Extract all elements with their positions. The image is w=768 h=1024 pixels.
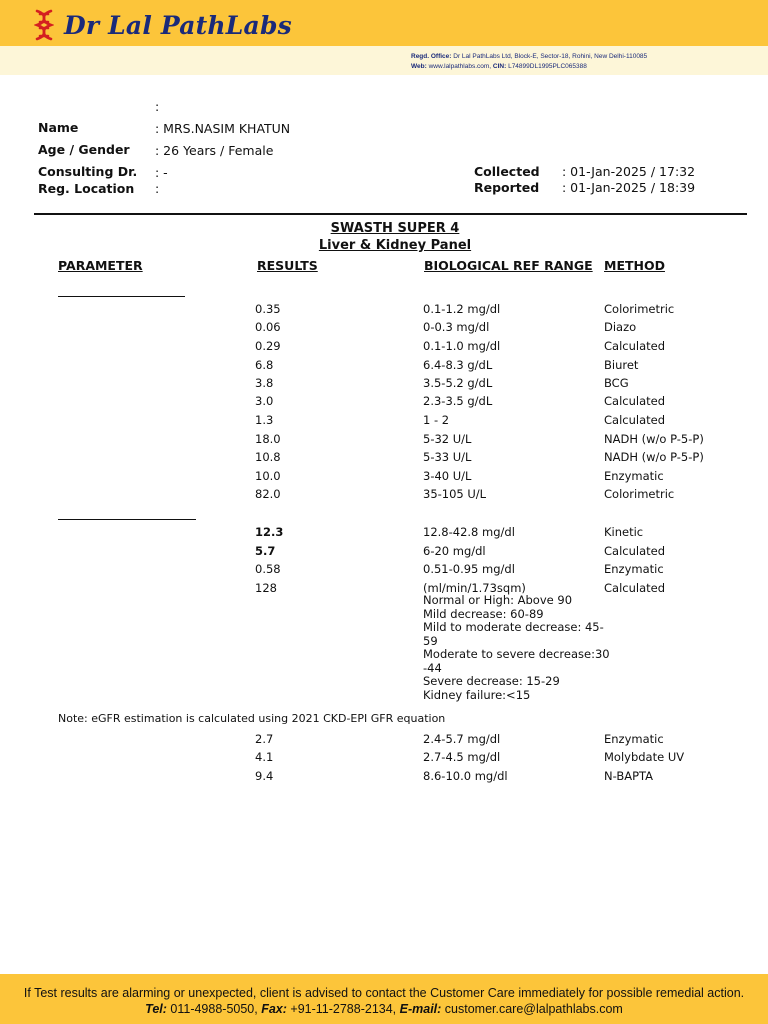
table-row (0, 542, 768, 560)
ref-range: 2.4-5.7 mg/dl (423, 732, 501, 746)
result-value: 18.0 (255, 432, 281, 446)
brand-logo (34, 9, 292, 41)
col-parameter: PARAMETER (58, 258, 143, 273)
method: Enzymatic (604, 469, 664, 483)
ref-range: 0-0.3 mg/dl (423, 320, 490, 334)
table-row (0, 730, 768, 748)
method: Enzymatic (604, 562, 664, 576)
age-gender-value: : 26 Years / Female (155, 143, 274, 158)
ref-range: 12.8-42.8 mg/dl (423, 525, 515, 539)
method: Calculated (604, 544, 666, 558)
ref-range: 8.6-10.0 mg/dl (423, 769, 508, 783)
table-row (0, 579, 768, 597)
email-value: customer.care@lalpathlabs.com (441, 1002, 623, 1016)
ref-range: 3.5-5.2 g/dL (423, 376, 493, 390)
dna-logo-icon (34, 9, 54, 41)
header-divider (34, 213, 747, 215)
ref-range: 6-20 mg/dl (423, 544, 486, 558)
egfr-ref-ranges: Normal or High: Above 90 Mild decrease: 60-89 Mild to moderate decrease: 45- 59 Moderate to severe decrease:30 -44 Severe decrease: 15-29 Kidney failure:<15 (423, 593, 610, 702)
kidney-section-underline (58, 519, 196, 520)
table-row (0, 411, 768, 429)
result-value: 82.0 (255, 487, 281, 501)
table-row (0, 318, 768, 336)
table-row (0, 485, 768, 503)
method: Colorimetric (604, 487, 675, 501)
reported-label: Reported (474, 180, 540, 195)
result-value: 3.0 (255, 394, 274, 408)
ref-range: 0.51-0.95 mg/dl (423, 562, 515, 576)
address-band (0, 46, 768, 75)
method: NADH (w/o P-5-P) (604, 432, 704, 446)
result-value: 3.8 (255, 376, 274, 390)
method: Calculated (604, 339, 666, 353)
ref-range: 0.1-1.2 mg/dl (423, 302, 501, 316)
col-ref-range: BIOLOGICAL REF RANGE (424, 258, 593, 273)
reported-value: : 01-Jan-2025 / 18:39 (562, 180, 696, 195)
regd-office-label: Regd. Office: (411, 53, 452, 60)
ref-range: 6.4-8.3 g/dL (423, 358, 493, 372)
method: Diazo (604, 320, 637, 334)
collected-value: : 01-Jan-2025 / 17:32 (562, 164, 696, 179)
result-value: 6.8 (255, 358, 274, 372)
result-value: 1.3 (255, 413, 274, 427)
egfr-note: Note: eGFR estimation is calculated using 2021 CKD-EPI GFR equation (58, 712, 446, 725)
registered-office (411, 52, 647, 72)
method: Molybdate UV (604, 750, 685, 764)
table-row (0, 448, 768, 466)
report-title (0, 221, 768, 236)
method: BCG (604, 376, 629, 390)
result-value: 9.4 (255, 769, 274, 783)
table-row (0, 337, 768, 355)
email-label: E-mail: (399, 1002, 442, 1016)
footer-contact (0, 1002, 768, 1016)
result-value: 12.3 (255, 525, 284, 539)
reg-location-label: Reg. Location (38, 181, 135, 196)
ref-range: 0.1-1.0 mg/dl (423, 339, 501, 353)
report-subtitle-text: Liver & Kidney Panel (318, 238, 472, 253)
brand-name: Dr Lal PathLabs (64, 10, 292, 40)
result-value: 10.8 (255, 450, 281, 464)
ref-range: 1 - 2 (423, 413, 450, 427)
col-method: METHOD (604, 258, 665, 273)
regd-office-address: Dr Lal PathLabs Ltd, Block-E, Sector-18, Rohini, New Delhi-110085 (453, 53, 648, 60)
ref-range: 5-32 U/L (423, 432, 472, 446)
age-gender-label: Age / Gender (38, 142, 130, 157)
ref-range: 2.3-3.5 g/dL (423, 394, 493, 408)
ref-range: (ml/min/1.73sqm) (423, 581, 526, 595)
ref-range: 3-40 U/L (423, 469, 472, 483)
result-value: 0.35 (255, 302, 281, 316)
result-value: 5.7 (255, 544, 276, 558)
col-results: RESULTS (257, 258, 318, 273)
method: Enzymatic (604, 732, 664, 746)
tel-label: Tel: (145, 1002, 167, 1016)
method: Colorimetric (604, 302, 675, 316)
method: Calculated (604, 394, 666, 408)
cin-number: L74899DL1995PLC065388 (508, 63, 587, 70)
result-value: 0.29 (255, 339, 281, 353)
result-value: 128 (255, 581, 277, 595)
report-subtitle (0, 238, 768, 253)
collected-label: Collected (474, 164, 540, 179)
table-row (0, 767, 768, 785)
table-row (0, 467, 768, 485)
table-row (0, 748, 768, 766)
ref-range: 2.7-4.5 mg/dl (423, 750, 501, 764)
table-row (0, 300, 768, 318)
method: Biuret (604, 358, 639, 372)
consulting-dr-label: Consulting Dr. (38, 164, 138, 179)
table-row (0, 523, 768, 541)
result-value: 0.58 (255, 562, 281, 576)
web-url: www.lalpathlabs.com, (428, 63, 492, 70)
method: N-BAPTA (604, 769, 654, 783)
result-value: 10.0 (255, 469, 281, 483)
name-label: Name (38, 120, 79, 135)
ref-range: 35-105 U/L (423, 487, 487, 501)
cin-label: CIN: (492, 63, 507, 70)
method: Kinetic (604, 525, 644, 539)
tel-value: 011-4988-5050, (166, 1002, 262, 1016)
method: NADH (w/o P-5-P) (604, 450, 704, 464)
result-value: 2.7 (255, 732, 274, 746)
table-row (0, 392, 768, 410)
fax-value: +91-11-2788-2134, (286, 1002, 400, 1016)
web-label: Web: (411, 63, 427, 70)
fax-label: Fax: (261, 1002, 287, 1016)
result-value: 4.1 (255, 750, 274, 764)
report-title-text: SWASTH SUPER 4 (330, 221, 460, 236)
ref-range: 5-33 U/L (423, 450, 472, 464)
method: Calculated (604, 581, 666, 595)
result-value: 0.06 (255, 320, 281, 334)
reg-location-value: : (155, 181, 160, 196)
liver-section-underline (58, 296, 185, 297)
patient-name: : MRS.NASIM KHATUN (155, 121, 291, 136)
table-row (0, 374, 768, 392)
table-row (0, 430, 768, 448)
method: Calculated (604, 413, 666, 427)
footer-disclaimer: If Test results are alarming or unexpected, client is advised to contact the Customer Care immediately for possible remedial action. (23, 986, 745, 1000)
consulting-dr-value: : - (155, 165, 168, 180)
table-row (0, 560, 768, 578)
top-colon: : (155, 99, 160, 114)
table-row (0, 356, 768, 374)
